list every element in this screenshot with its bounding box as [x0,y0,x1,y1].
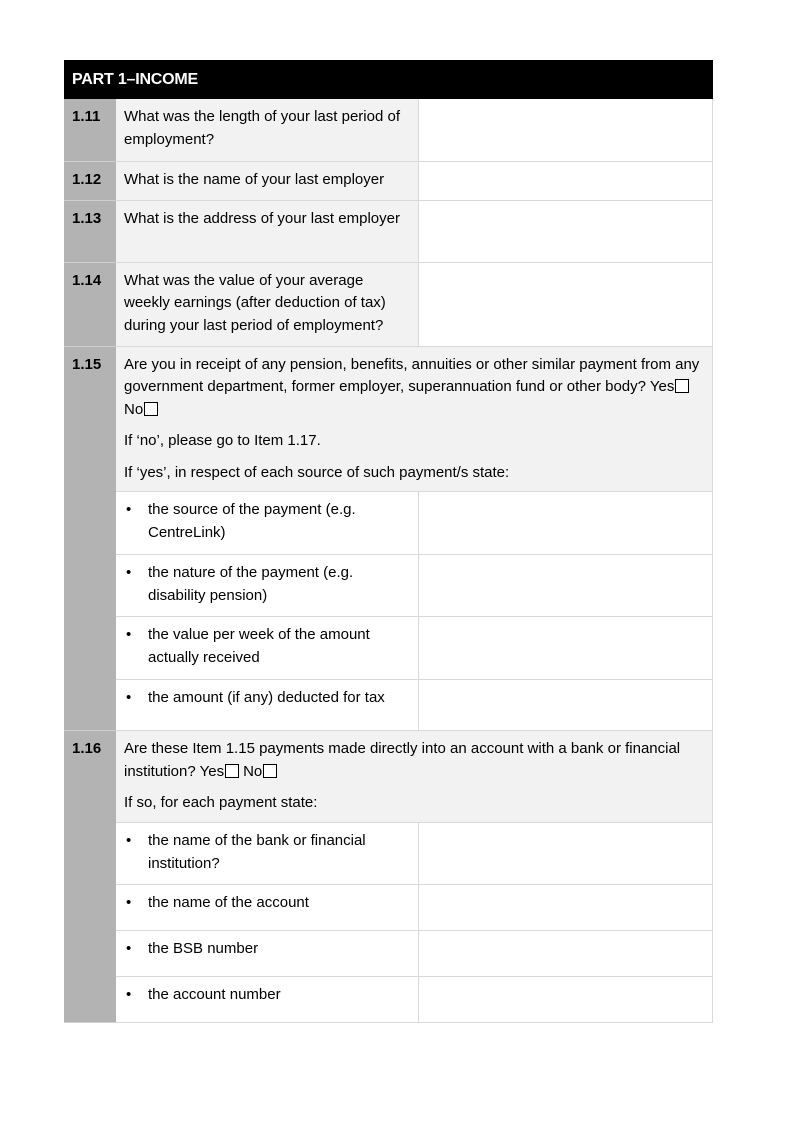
item-number: 1.14 [64,262,116,346]
sub-question-text: the nature of the payment (e.g. disability pension) [148,564,354,604]
sub-question-text: the source of the payment (e.g. CentreLink) [148,501,356,541]
bullet-icon: • [126,564,132,581]
yes-checkbox[interactable] [675,379,689,393]
sub-question [116,555,418,617]
bullet-icon: • [126,832,132,849]
instruction-note: If ‘no’, please go to Item 1.17. [124,432,321,449]
row-1-13 [64,200,713,262]
sub-question [116,931,418,977]
question-text: What was the value of your average weekly earnings (after deduction of tax) during your last period of employment? [116,262,418,346]
row-1-16-a [64,823,713,885]
sub-question-text: the BSB number [148,940,259,957]
bullet-icon: • [126,626,132,643]
answer-field-1-16-a[interactable] [418,823,713,885]
row-1-15 [64,346,713,492]
answer-field-1-16-b[interactable] [418,885,713,931]
no-checkbox[interactable] [263,764,277,778]
question-text-main: Are you in receipt of any pension, benefits, annuities or other similar payment from any government department, former employer, superannuation fund or other body? Yes [124,355,700,395]
sub-question-text: the name of the bank or financial institution? [148,832,366,872]
bullet-icon: • [126,501,132,518]
answer-field-1-14[interactable] [418,262,713,346]
no-checkbox[interactable] [144,402,158,416]
instruction-note: If so, for each payment state: [124,794,318,811]
sub-question [116,492,418,555]
item-number-label: 1.16 [72,740,102,757]
question-block [116,731,713,823]
answer-field-1-16-c[interactable] [418,931,713,977]
sub-question-text: the account number [148,986,281,1003]
no-label: No [243,762,263,780]
sub-question [116,977,418,1023]
sub-question-text: the amount (if any) deducted for tax [148,689,385,706]
question-text [124,738,704,783]
question-text: What is the address of your last employer [116,200,418,262]
item-number: 1.13 [64,200,116,262]
item-number: 1.11 [64,99,116,161]
answer-field-1-15-b[interactable] [418,555,713,617]
answer-field-1-15-d[interactable] [418,680,713,731]
answer-field-1-11[interactable] [418,99,713,161]
bullet-icon: • [126,986,132,1003]
row-1-16-b [64,885,713,931]
item-number-label: 1.15 [72,355,102,373]
instruction-note: If ‘yes’, in respect of each source of such payment/s state: [124,463,510,481]
question-text-main: Are these Item 1.15 payments made directly into an account with a bank or financial institution? Yes [124,740,681,780]
bullet-icon: • [126,894,132,911]
row-1-15-c [64,617,713,680]
no-label: No [124,400,144,418]
answer-field-1-13[interactable] [418,200,713,262]
sub-question-text: the name of the account [148,894,309,911]
answer-field-1-12[interactable] [418,161,713,200]
part-title: PART 1–INCOME [64,60,713,99]
row-1-16-c [64,931,713,977]
form-table [64,99,713,1023]
question-block [116,346,713,492]
sub-question [116,823,418,885]
sub-question [116,885,418,931]
income-form [64,60,713,1023]
yes-checkbox[interactable] [225,764,239,778]
row-1-16 [64,731,713,823]
row-1-11 [64,99,713,161]
row-1-14 [64,262,713,346]
sub-question [116,680,418,731]
item-number [64,731,116,1023]
sub-question [116,617,418,680]
row-1-12 [64,161,713,200]
answer-field-1-15-a[interactable] [418,492,713,555]
row-1-15-a [64,492,713,555]
answer-field-1-16-d[interactable] [418,977,713,1023]
question-text: What is the name of your last employer [116,161,418,200]
row-1-16-d [64,977,713,1023]
sub-question-text: the value per week of the amount actually received [148,626,370,666]
item-number: 1.12 [64,161,116,200]
item-number [64,346,116,731]
bullet-icon: • [126,940,132,957]
row-1-15-d [64,680,713,731]
answer-field-1-15-c[interactable] [418,617,713,680]
bullet-icon: • [126,689,132,706]
row-1-15-b [64,555,713,617]
question-text [124,354,704,422]
question-text: What was the length of your last period of employment? [116,99,418,161]
